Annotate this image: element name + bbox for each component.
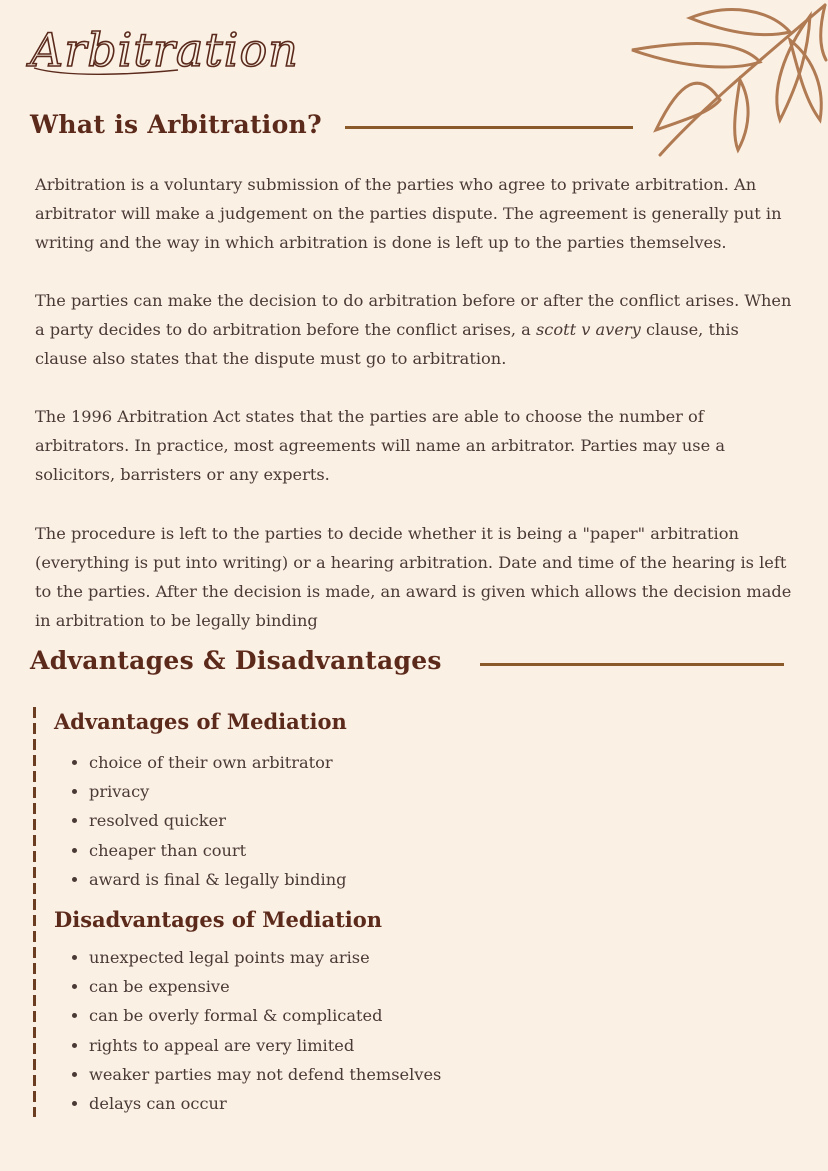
paragraph-arbitration-act: The 1996 Arbitration Act states that the parties are able to choose the number of arbitrators. In practice, most agreements will name an arbitrator. Parties may use a solicitors, barristers or any experts. (35, 407, 725, 484)
title-text: Arbitration (30, 23, 299, 77)
list-item: • choice of their own arbitrator (89, 748, 347, 777)
heading-rule (345, 126, 633, 129)
paragraph-timing (35, 286, 795, 373)
list-item: • delays can occur (89, 1089, 441, 1118)
paragraph-definition: Arbitration is a voluntary submission of the parties who agree to private arbitration. An arbitrator will make a judgement on the parties dispute. The agreement is generally put in writing and the way in which arbitration is done is left up to the parties themselves. (35, 175, 782, 252)
list-item: • award is final & legally binding (89, 865, 347, 894)
paragraph-timing-part1: The parties can make the decision to do arbitration before or after the conflict arises. When a party decides to do arbitration before the conflict arises, a (35, 291, 792, 339)
advantages-subheading: Advantages of Mediation (54, 709, 347, 734)
advantages-disadvantages-heading: Advantages & Disadvantages (30, 646, 442, 675)
paragraph-timing-part2: clause, this clause also states that the dispute must go to arbitration. (35, 320, 739, 368)
advantages-list (54, 748, 347, 894)
list-item: • unexpected legal points may arise (89, 943, 441, 972)
list-item: • privacy (89, 777, 347, 806)
paragraph-procedure: The procedure is left to the parties to decide whether it is being a "paper" arbitration (everything is put into writing) or a hearing arbitration. Date and time of the hearing is left to the parties. After the decision is made, an award is given which allows the decision made in arbitration to be legally binding (35, 524, 792, 630)
list-item: • can be expensive (89, 972, 441, 1001)
list-item: • rights to appeal are very limited (89, 1031, 441, 1060)
list-item: • cheaper than court (89, 836, 347, 865)
list-item: • resolved quicker (89, 806, 347, 835)
leaf-branch-icon (620, 0, 828, 165)
disadvantages-subheading: Disadvantages of Mediation (54, 907, 383, 932)
heading-rule (480, 663, 784, 666)
disadvantages-list (54, 943, 441, 1118)
page-title (28, 8, 388, 88)
case-name-scott-v-avery: scott v avery (535, 320, 641, 339)
dashed-divider (33, 707, 36, 1117)
list-item: • weaker parties may not defend themselves (89, 1060, 441, 1089)
what-is-arbitration-heading: What is Arbitration? (30, 110, 322, 139)
list-item: • can be overly formal & complicated (89, 1001, 441, 1030)
